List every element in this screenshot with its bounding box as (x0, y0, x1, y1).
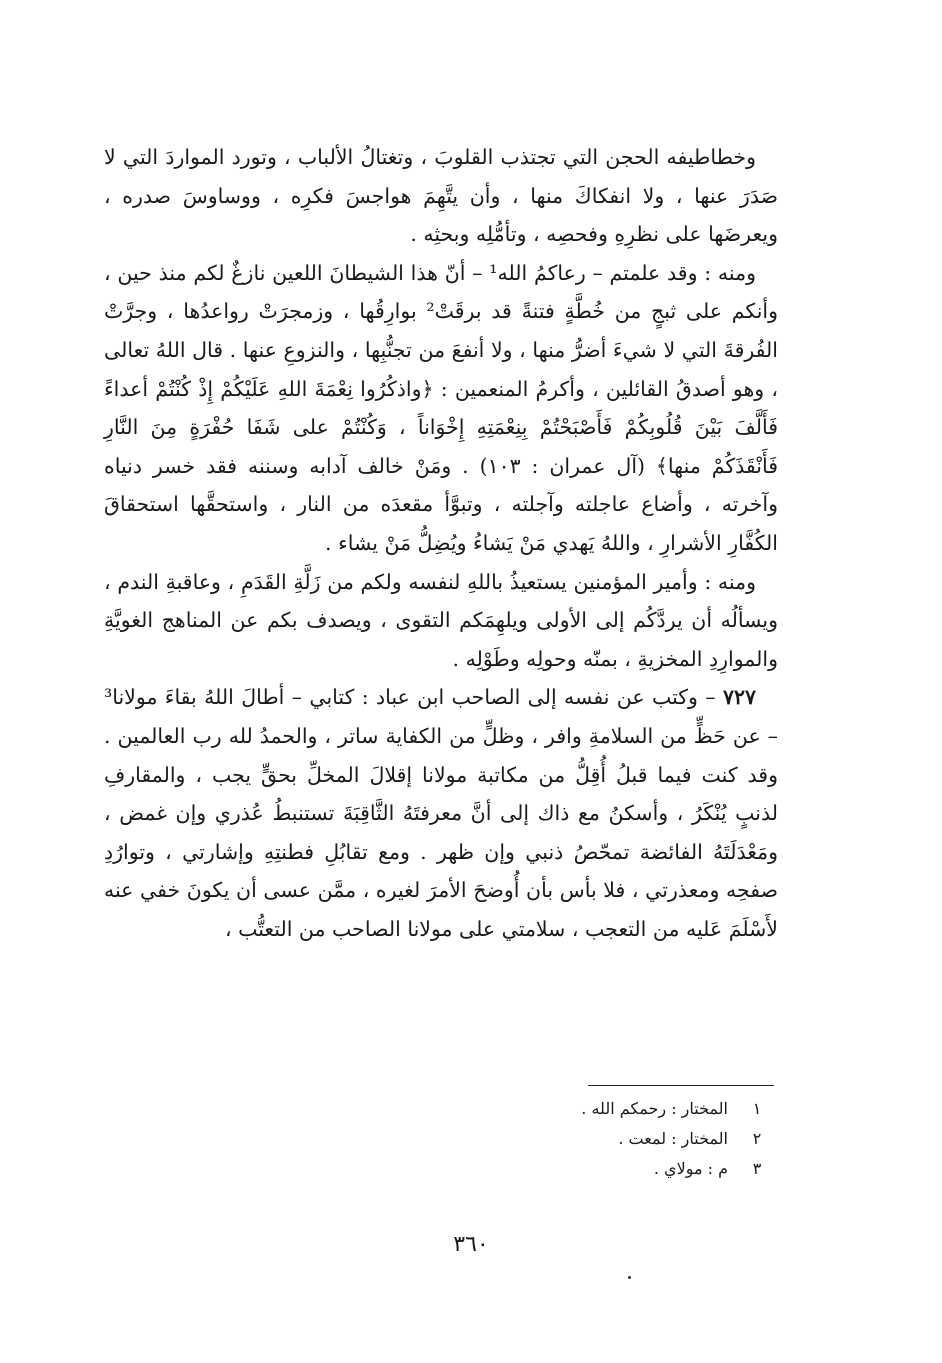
entry-paragraph (104, 678, 778, 948)
scan-speck (628, 1276, 631, 1279)
paragraph-3: ومنه : وأمير المؤمنين يستعيذُ باللهِ لنفسه ولكم من زَلَّةِ القَدَمِ ، وعاقبةِ الندم ، ويسألُه أن يردَّكُم إلى الأولى ويلهِمَكم التقوى ، ويصدف بكم عن المناهج الغويَّةِ والموارِدِ المخزيةِ ، بمنّه وحولِه وطَوْلِه . (104, 569, 778, 671)
entry-number: ٧٢٧ (722, 685, 756, 710)
footnotes (364, 1094, 764, 1184)
footnote-text: المختار : لمعت . (618, 1129, 728, 1148)
paragraph-2: ومنه : وقد علمتم – رعاكمُ الله¹ – أنّ هذا الشيطانَ اللعين نازغٌ لكم منذ حين ، وأنكم على ثبجٍ من خُطَّةٍ فتنةً قد برقَتْ² بوارِقُها ، وزمجرَتْ رواعدُها ، وجرَّتْ الفُرقةَ التي لا شيءَ أضرُّ منها ، ولا أنفعَ من تجنُّبِها ، والنزوعِ عنها . قال اللهُ تعالى ، وهو أصدقُ القائلين ، وأكرمُ المنعمين : ﴿واذكُرُوا نِعْمَةَ اللهِ عَلَيْكُمْ إِذْ كُنْتُمْ أعداءً فَأَلَّفَ بَيْنَ قُلُوبِكُمْ فَأَصْبَحْتُمْ بِنِعْمَتِهِ إِخْوَاناً ، وَكُنْتُمْ على شَفَا حُفْرَةٍ مِنَ النَّارِ فَأَنْقَذَكُمْ منها﴾ (آل عمران : ١٠٣) . ومَنْ خالف آدابه وسننه فقد خسر دنياه وآخرته ، وأضاع عاجلته وآجلته ، وتبوَّأ مقعدَه من النار ، واستحقَّها استحقاقَ الكُفَّارِ الأشرارِ ، واللهُ يَهدي مَنْ يَشاءُ ويُضِلُّ مَنْ يشاء . (104, 260, 778, 555)
footnote-text: المختار : رحمكم الله . (581, 1099, 728, 1118)
footnote-text: م : مولاي . (653, 1159, 728, 1178)
paragraph-1: وخطاطيفه الحجن التي تجتذب القلوبَ ، وتغتالُ الألباب ، وتورد المواردَ التي لا صَدَرَ عنها ، ولا انفكاكَ منها ، وأن يتَّهِمَ هواجسَ فكرِه ، ووساوسَ صدره ، ويعرضَها على نظرِهِ وفحصِه ، وتأمُّلِه وبحثِه . (104, 145, 778, 247)
footnote-number: ٢ (752, 1129, 762, 1148)
main-text-block (104, 138, 778, 948)
footnote-number: ٣ (752, 1159, 762, 1178)
footnote-number: ١ (752, 1099, 762, 1118)
footnote-2 (364, 1124, 764, 1154)
footnote-3 (364, 1154, 764, 1184)
entry-text: – وكتب عن نفسه إلى الصاحب ابن عباد : كتابي – أطالَ اللهُ بقاءَ مولانا³ – عن حَظٍّ من السلامةِ وافر ، وظلٍّ من الكفاية ساتر ، والحمدُ لله رب العالمين . وقد كنت فيما قبلُ أُقِلُّ من مكاتبة مولانا إقلالَ المخلِّ بحقٍّ يجب ، والمقارفِ لذنبٍ يُنْكَرُ ، وأسكنُ مع ذاك إلى أنَّ معرفتَهُ الثَّاقِبَةَ تستنبطُ عُذري وإن غمض ، ومَعْدَلَتَهُ الفائضة تمحّصُ ذنبي وإن ظهر . ومع تقابُلِ فطنتِهِ وإشارتي ، وتوارُدِ صفحِه ومعذرتي ، فلا بأس بأن أُوضحَ الأمرَ لغيره ، ممَّن عسى أن يكونَ خفي عنه لأَسْلَمَ عَليه من التعجب ، سلامتي على مولانا الصاحب من التعتُّب ، (104, 685, 778, 941)
page-number: ٣٦٠ (453, 1232, 489, 1257)
footnote-1 (364, 1094, 764, 1124)
footnote-divider (588, 1085, 774, 1086)
